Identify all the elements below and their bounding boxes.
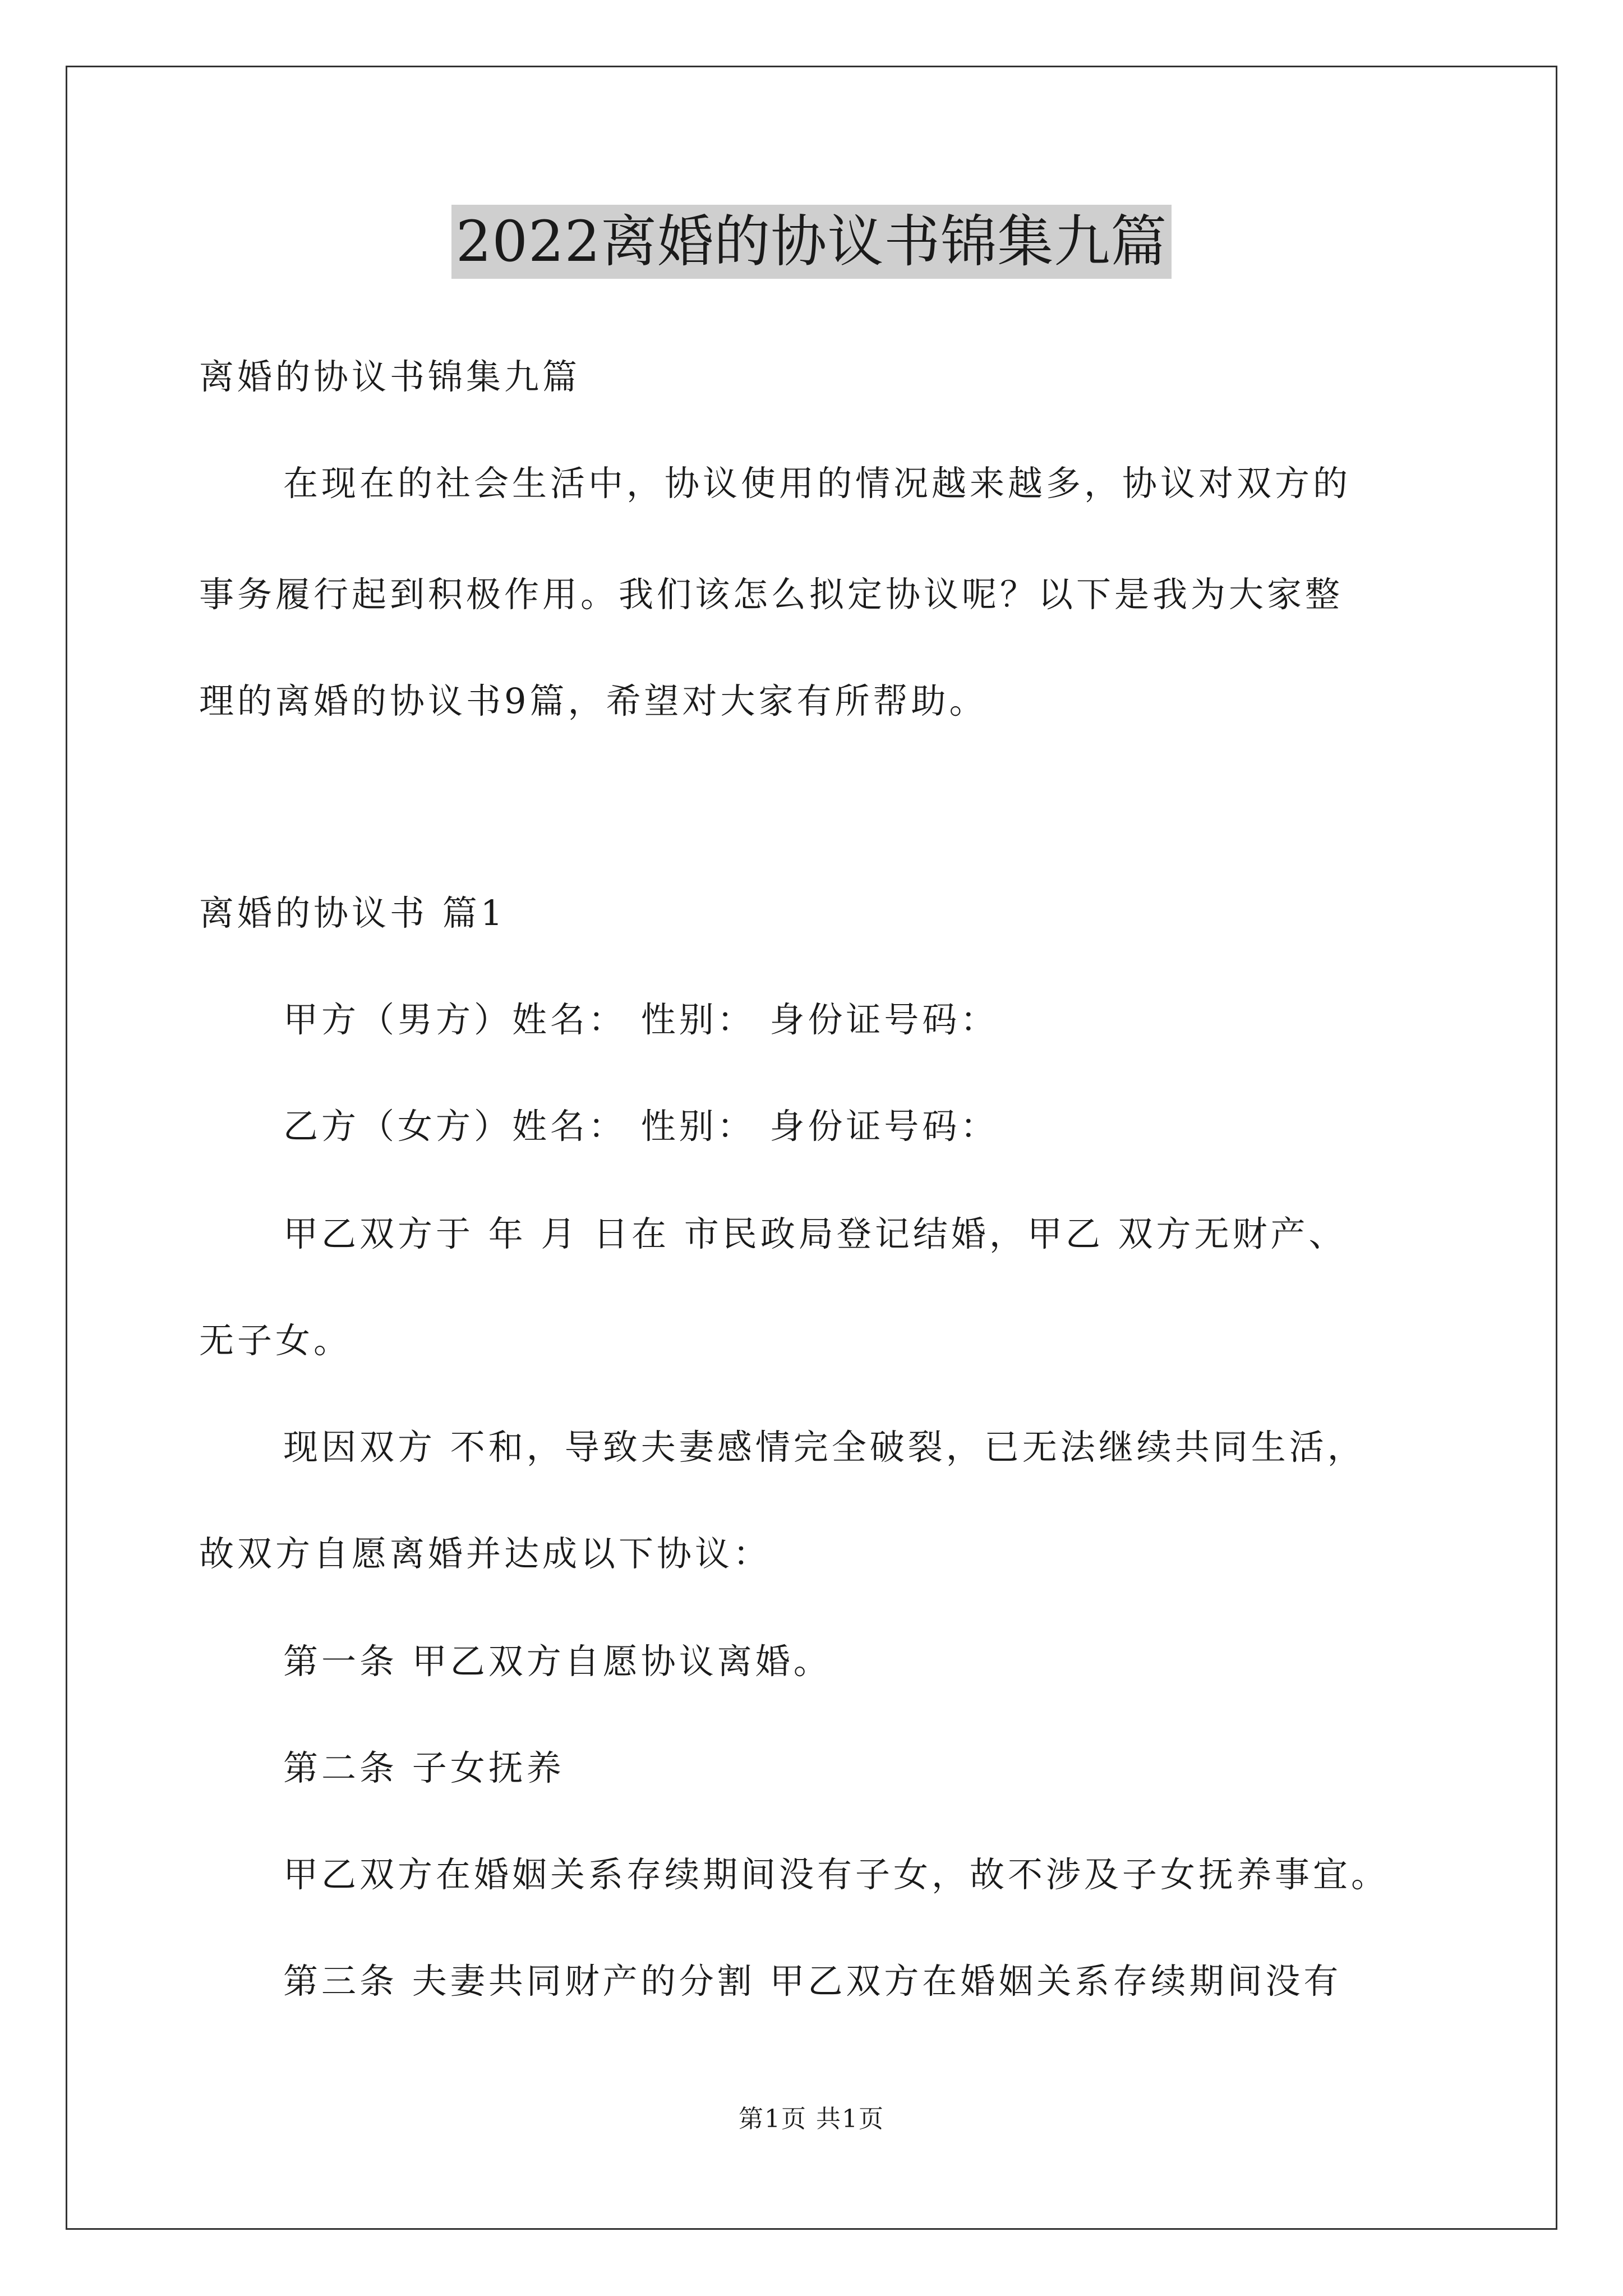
paragraph-line: 第三条 夫妻共同财产的分割 甲乙双方在婚姻关系存续期间没有 <box>283 1961 1342 2001</box>
paragraph-line: 故双方自愿离婚并达成以下协议： <box>199 1533 772 1574</box>
paragraph-line: 第二条 子女抚养 <box>283 1747 565 1788</box>
title-container <box>0 205 1623 279</box>
section-heading: 离婚的协议书 篇1 <box>199 892 506 933</box>
paragraph-line: 在现在的社会生活中，协议使用的情况越来越多，协议对双方的 <box>283 463 1352 504</box>
paragraph-line: 无子女。 <box>199 1320 352 1361</box>
page-footer: 第1页 共1页 <box>739 2105 884 2133</box>
paragraph-line: 甲方（男方）姓名： 性别： 身份证号码： <box>283 999 999 1040</box>
paragraph-line: 理的离婚的协议书9篇，希望对大家有所帮助。 <box>199 680 988 721</box>
document-subtitle: 离婚的协议书锦集九篇 <box>199 356 581 397</box>
paragraph-line: 乙方（女方）姓名： 性别： 身份证号码： <box>283 1106 999 1147</box>
paragraph-line: 甲乙双方在婚姻关系存续期间没有子女，故不涉及子女抚养事宜。 <box>283 1854 1390 1895</box>
paragraph-line: 现因双方 不和，导致夫妻感情完全破裂，已无法继续共同生活， <box>283 1427 1366 1467</box>
paragraph-line: 甲乙双方于 年 月 日在 市民政局登记结婚，甲乙 双方无财产、 <box>283 1213 1347 1254</box>
paragraph-line: 事务履行起到积极作用。我们该怎么拟定协议呢？以下是我为大家整 <box>199 574 1344 615</box>
paragraph-line: 第一条 甲乙双方自愿协议离婚。 <box>283 1641 832 1682</box>
document-title: 2022离婚的协议书锦集九篇 <box>451 205 1172 279</box>
